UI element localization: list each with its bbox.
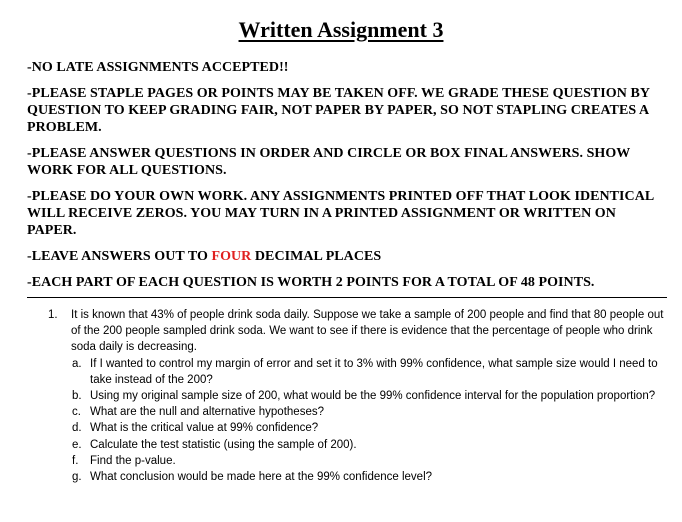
question-part (72, 420, 668, 436)
rule-decimal-places-highlight: FOUR (211, 249, 252, 264)
question-part-letter: g. (72, 471, 82, 484)
rule-no-late: -NO LATE ASSIGNMENTS ACCEPTED!! (27, 60, 289, 75)
question-part-text: Find the p-value. (90, 454, 176, 467)
question-part-text: Calculate the test statistic (using the sample of 200). (90, 438, 357, 451)
question-part-text: What are the null and alternative hypotheses? (90, 406, 324, 419)
question-part-letter: d. (72, 422, 82, 435)
question-part (72, 453, 668, 469)
question-part-letter: e. (72, 438, 82, 451)
question-part-letter: c. (72, 406, 81, 419)
rule-own-work: -PLEASE DO YOUR OWN WORK. ANY ASSIGNMENTS PRINTED OFF THAT LOOK IDENTICAL WILL RECEIVE ZEROS. YOU MAY TURN IN A PRINTED ASSIGNMENT OR WRITTEN ON PAPER. (27, 189, 654, 238)
rule-staple-pages: -PLEASE STAPLE PAGES OR POINTS MAY BE TAKEN OFF. WE GRADE THESE QUESTION BY QUESTION TO KEEP GRADING FAIR, NOT PAPER BY PAPER, SO NOT STAPLING CREATES A PROBLEM. (27, 86, 650, 135)
rule-decimal-places-suffix: DECIMAL PLACES (251, 249, 382, 264)
section-divider (27, 297, 667, 298)
rule-points: -EACH PART OF EACH QUESTION IS WORTH 2 POINTS FOR A TOTAL OF 48 POINTS. (27, 275, 595, 290)
question-part (72, 437, 668, 453)
question-part-letter: f. (72, 454, 79, 467)
question-part (72, 404, 668, 420)
rules-list (27, 59, 667, 291)
question-part (72, 388, 668, 404)
question-number: 1. (48, 309, 58, 321)
question-part (72, 469, 668, 485)
question-part-letter: b. (72, 390, 82, 403)
rule-answer-order: -PLEASE ANSWER QUESTIONS IN ORDER AND CIRCLE OR BOX FINAL ANSWERS. SHOW WORK FOR ALL QUESTIONS. (27, 146, 631, 178)
page-title: Written Assignment 3 (238, 17, 444, 42)
question-part-text: Using my original sample size of 200, what would be the 99% confidence interval for the population proportion? (90, 390, 656, 403)
question-part (72, 356, 668, 388)
question-1 (48, 307, 668, 485)
question-part-text: If I wanted to control my margin of error and set it to 3% with 99% confidence, what sample size would I need to take instead of the 200? (90, 357, 658, 386)
question-part-letter: a. (72, 357, 82, 370)
question-part-text: What is the critical value at 99% confidence? (90, 422, 319, 435)
question-text: It is known that 43% of people drink soda daily. Suppose we take a sample of 200 people and find that 80 people out of the 200 people sampled drink soda. We want to see if there is evidence that the percentage of people who drink soda daily is decreasing. (71, 309, 664, 354)
rule-decimal-places (27, 248, 667, 265)
question-part-text: What conclusion would be made here at the 99% confidence level? (90, 471, 433, 484)
rule-decimal-places-prefix: -LEAVE ANSWERS OUT TO (27, 249, 212, 264)
